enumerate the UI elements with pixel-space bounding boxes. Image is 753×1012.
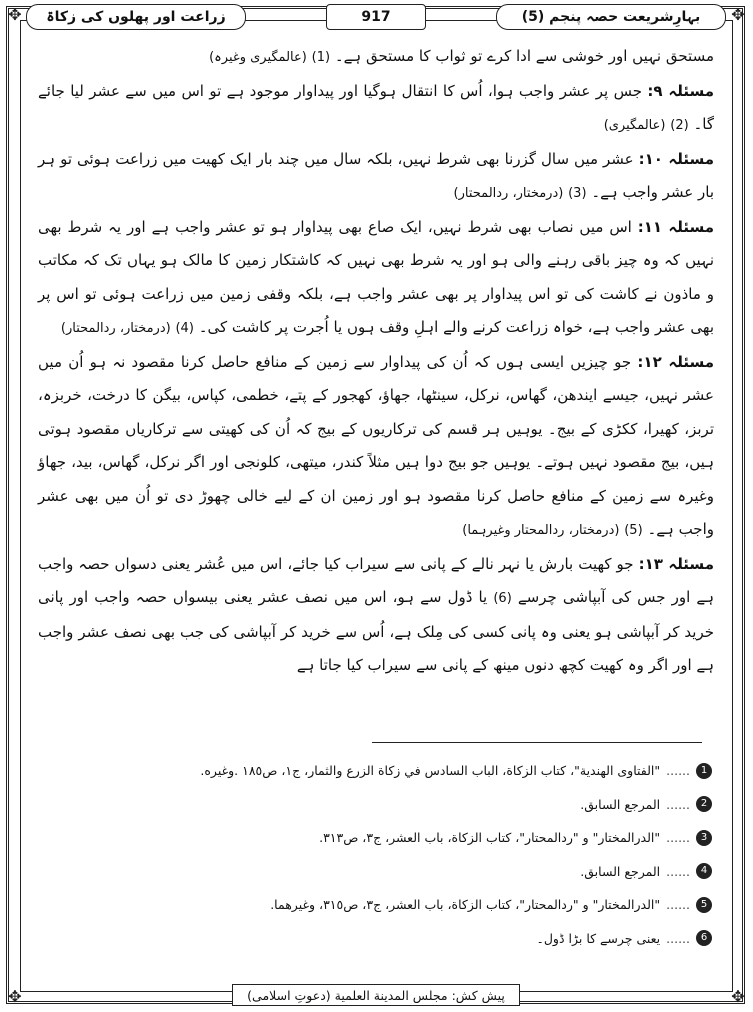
publisher-footer: پیش کش: مجلس المدينة العلمية (دعوتِ اسلامی) bbox=[232, 984, 520, 1006]
footnote-separator bbox=[372, 742, 702, 743]
corner-ornament-icon: ✥ bbox=[8, 987, 22, 1006]
paragraph: مسئلہ ۱۳: جو کھیت بارش یا نہر نالے کے پانی سے سیراب کیا جائے، اس میں عُشر یعنی دسواں حصہ واجب ہے اور جس کی آبپاشی چرسے (6) یا ڈول سے ہو، اس میں نصف عشر یعنی بیسواں حصہ واجب اور پانی خرید کر آبپاشی ہو یعنی وہ پانی کسی کی مِلک ہے، اُس سے خرید کر آبپاشی کی جب بھی نصف عشر واجب ہے اور اگر وہ کھیت کچھ دنوں مینھ کے پانی سے سیراب کیا جاتا ہے bbox=[38, 554, 714, 674]
paragraph: مسئلہ ۱۱: اس میں نصاب بھی شرط نہیں، ایک صاع بھی پیداوار ہو تو عشر واجب ہے اور یہ شرط بھی نہیں کہ وہ چیز باقی رہنے والی ہو اور یہ شرط بھی نہیں کہ کاشتکار زمین کا مالک ہو یہاں تک کہ مکاتب و ماذون نے کاشت کی تو اس پیداوار پر بھی عشر واجب ہے، بلکہ وقفی زمین میں زراعت ہوئی تو اس پر بھی عشر واجب ہے، خواہ زراعت کرنے والے اہلِ وقف ہوں یا اُجرت پر کاشت کی۔ (4) (درمختار، ردالمحتار) bbox=[38, 217, 714, 336]
footnote-number: 4 bbox=[696, 863, 712, 879]
masala-label: مسئلہ ۹: bbox=[647, 81, 714, 100]
corner-ornament-icon: ✥ bbox=[8, 5, 22, 24]
book-title: بہارِشریعت حصہ پنجم (5) bbox=[496, 4, 726, 30]
masala-label: مسئلہ ۱۲: bbox=[637, 352, 714, 371]
masala-label: مسئلہ ۱۳: bbox=[638, 554, 714, 573]
masala-label: مسئلہ ۱۱: bbox=[637, 217, 714, 236]
main-text bbox=[38, 40, 714, 683]
paragraph: مسئلہ ۹: جس پر عشر واجب ہوا، اُس کا انتقال ہوگیا اور پیداوار موجود ہے تو اس میں سے عشر لیا جائے گا۔ (2) (عالمگیری) bbox=[38, 81, 714, 133]
footnote-number: 3 bbox=[696, 830, 712, 846]
footnotes bbox=[60, 754, 712, 955]
chapter-title: زراعت اور پھلوں کی زکاۃ bbox=[26, 4, 246, 30]
footnote: 5 ...... "الدرالمختار" و "ردالمحتار"، كتاب الزكاة، باب العشر، ج٣، ص٣١٥، وغيرهما. bbox=[60, 888, 712, 922]
footnote-number: 6 bbox=[696, 930, 712, 946]
footnote: 2 ...... المرجع السابق. bbox=[60, 788, 712, 822]
paragraph: مستحق نہیں اور خوشی سے ادا کرے تو ثواب کا مستحق ہے۔ (1) (عالمگیری وغیرہ) bbox=[209, 47, 714, 65]
corner-ornament-icon: ✥ bbox=[731, 5, 745, 24]
paragraph: مسئلہ ۱۲: جو چیزیں ایسی ہوں کہ اُن کی پیداوار سے زمین کے منافع حاصل کرنا مقصود نہ ہو اُن میں عشر نہیں، جیسے ایندھن، گھاس، نرکل، سینٹھا، جھاؤ، کھجور کے پتے، خطمی، کپاس، بیگن کا درخت، خربزہ، تربز، کھیرا، ککڑی کے بیج۔ یوہیں ہر قسم کی ترکاریوں کے بیج کہ اُن کی کھیتی سے ترکاریاں مقصود ہوتی ہیں، بیج مقصود نہیں ہوتے۔ یوہیں جو بیج دوا ہیں مثلاً کندر، میتھی، کلونجی اور اگر نرکل، گھاس، بید، جھاؤ وغیرہ سے زمین کے منافع حاصل کرنا مقصود ہو اور زمین ان کے لیے خالی چھوڑ دی تو اُن میں بھی عشر واجب ہے۔ (5) (درمختار، ردالمحتار وغیرہما) bbox=[38, 352, 714, 538]
footnote-number: 2 bbox=[696, 796, 712, 812]
footnote: 4 ...... المرجع السابق. bbox=[60, 855, 712, 889]
footnote: 3 ...... "الدرالمختار" و "ردالمحتار"، كتاب الزكاة، باب العشر، ج٣، ص٣١٣. bbox=[60, 821, 712, 855]
footnote-number: 1 bbox=[696, 763, 712, 779]
page-number: 917 bbox=[326, 4, 426, 30]
page-header bbox=[26, 4, 726, 32]
corner-ornament-icon: ✥ bbox=[731, 987, 745, 1006]
masala-label: مسئلہ ۱۰: bbox=[638, 149, 714, 168]
footnote-number: 5 bbox=[696, 897, 712, 913]
paragraph: مسئلہ ۱۰: عشر میں سال گزرنا بھی شرط نہیں، بلکہ سال میں چند بار ایک کھیت میں زراعت ہوئی تو ہر بار عشر واجب ہے۔ (3) (درمختار، ردالمحتار) bbox=[38, 149, 714, 201]
footnote: 6 ...... یعنی چرسے کا بڑا ڈول۔ bbox=[60, 922, 712, 956]
footnote: 1 ...... "الفتاوى الهندية"، كتاب الزكاة، الباب السادس في زكاة الزرع والثمار، ج١، ص١٨٥ .وغيره. bbox=[60, 754, 712, 788]
